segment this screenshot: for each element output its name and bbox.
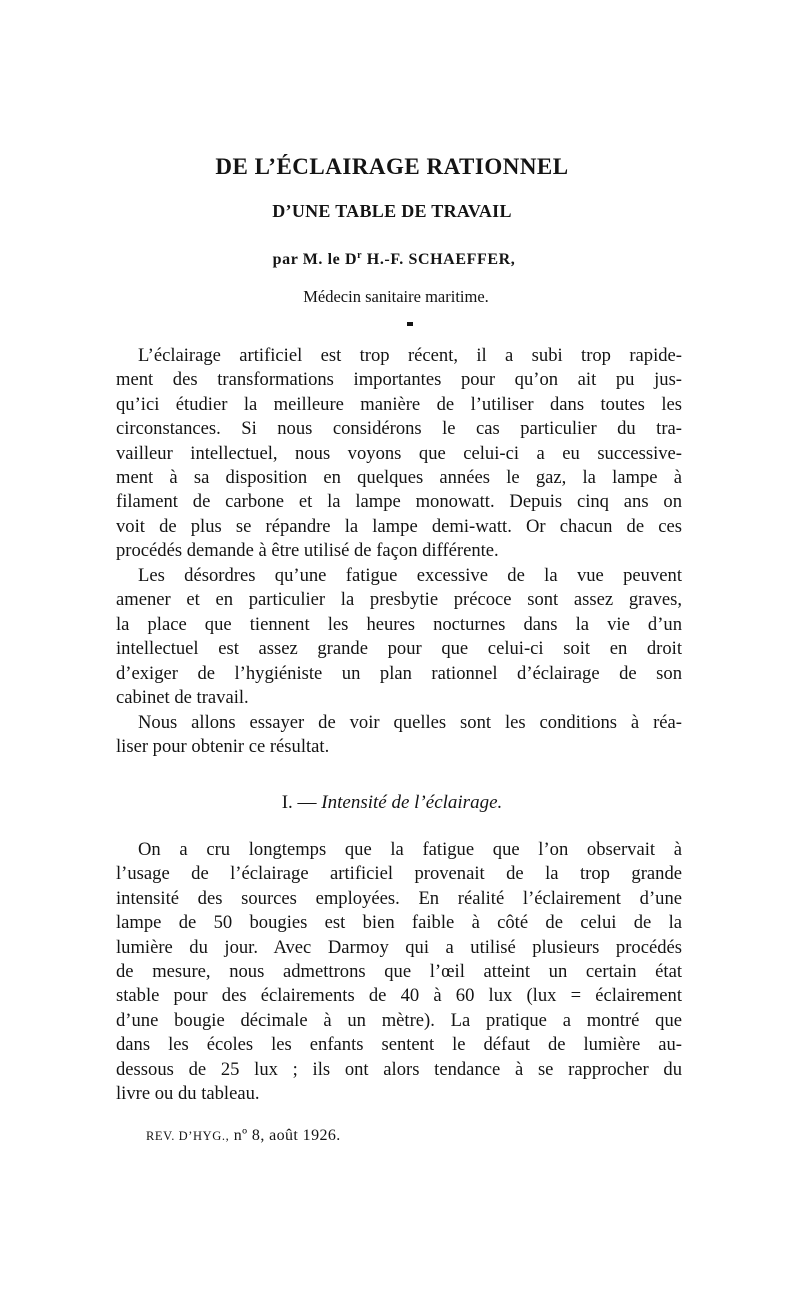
- paragraph-4: [116, 838, 682, 1106]
- text-line: cabinet de travail.: [116, 686, 249, 708]
- text-line: intellectuel est assez grande pour que celui-ci soit en droit: [116, 638, 682, 660]
- text-line: filament de carbone et la lampe monowatt. Depuis cinq ans on: [116, 491, 682, 513]
- author-byline: [0, 250, 794, 269]
- journal-issue: nº 8, août 1926.: [229, 1127, 341, 1144]
- byline-superscript: r: [357, 250, 363, 261]
- section-heading: [0, 792, 792, 814]
- text-line: vailleur intellectuel, nous voyons que celui-ci a eu successive-: [116, 442, 682, 464]
- text-line: On a cru longtemps que la fatigue que l’on observait à: [138, 839, 682, 860]
- text-line: lumière du jour. Avec Darmoy qui a utilisé plusieurs procédés: [116, 936, 682, 958]
- article-title: DE L’ÉCLAIRAGE RATIONNEL: [215, 154, 569, 179]
- text-line: stable pour des éclairements de 40 à 60 lux (lux = éclairement: [116, 985, 682, 1007]
- journal-name: REV. D’HYG.,: [146, 1129, 230, 1143]
- text-line: Les désordres qu’une fatigue excessive de la vue peuvent: [138, 565, 682, 586]
- text-line: lampe de 50 bougies est bien faible à côté de celui de la: [116, 912, 682, 934]
- text-line: d’une bougie décimale à un mètre). La pratique a montré que: [116, 1009, 682, 1031]
- separator-dot: [407, 322, 413, 326]
- text-line: ment des transformations importantes pour qu’on ait pu jus-: [116, 369, 682, 391]
- journal-footer: [146, 1127, 341, 1145]
- byline-prefix: par M. le D: [272, 251, 358, 268]
- text-line: l’usage de l’éclairage artificiel provenait de la trop grande: [116, 863, 682, 885]
- text-line: qu’ici étudier la meilleure manière de l’utiliser dans toutes les: [116, 393, 682, 415]
- author-name: H.-F. SCHAEFFER,: [362, 251, 516, 268]
- text-line: procédés demande à être utilisé de façon différente.: [116, 540, 499, 562]
- paragraph-1: [116, 344, 682, 564]
- text-line: Nous allons essayer de voir quelles sont les conditions à réa-: [138, 712, 682, 733]
- author-affiliation: Médecin sanitaire maritime.: [303, 287, 489, 306]
- paragraph-3: [116, 711, 682, 760]
- text-line: dans les écoles les enfants sentent le défaut de lumière au-: [116, 1034, 682, 1056]
- text-line: ment à sa disposition en quelques années le gaz, la lampe à: [116, 466, 682, 488]
- text-line: liser pour obtenir ce résultat.: [116, 736, 330, 758]
- text-line: livre ou du tableau.: [116, 1082, 260, 1104]
- section-number: I. —: [281, 792, 322, 813]
- article-subtitle: D’UNE TABLE DE TRAVAIL: [272, 201, 512, 221]
- text-line: amener et en particulier la presbytie précoce sont assez graves,: [116, 589, 682, 611]
- text-line: d’exiger de l’hygiéniste un plan rationnel d’éclairage de son: [116, 662, 682, 684]
- text-line: intensité des sources employées. En réalité l’éclairement d’une: [116, 887, 682, 909]
- section-title: Intensité de l’éclairage.: [321, 792, 503, 813]
- text-line: circonstances. Si nous considérons le cas particulier du tra-: [116, 418, 682, 440]
- text-line: L’éclairage artificiel est trop récent, il a subi trop rapide-: [138, 345, 682, 366]
- text-line: voit de plus se répandre la lampe demi-watt. Or chacun de ces: [116, 515, 682, 537]
- text-line: la place que tiennent les heures nocturnes dans la vie d’un: [116, 613, 682, 635]
- text-line: de mesure, nous admettrons que l’œil atteint un certain état: [116, 960, 682, 982]
- paragraph-2: [116, 564, 682, 710]
- text-line: dessous de 25 lux ; ils ont alors tendance à se rapprocher du: [116, 1058, 682, 1080]
